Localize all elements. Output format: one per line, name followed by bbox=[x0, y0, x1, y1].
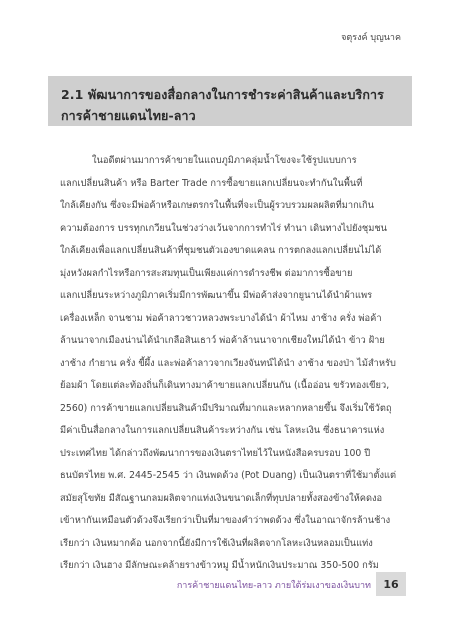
paragraph-line: ย้อมผ้า โดยแต่ละท้องถิ่นก็เดินทางมาค้าขายแลกเปลี่ยนกัน (เนื้ออ่อน ขรัวทองเขียว, bbox=[60, 380, 390, 391]
page-number: 16 bbox=[376, 572, 406, 596]
paragraph-line: ใกล้เคียงเพื่อแลกเปลี่ยนสินค้าที่ชุมชนตัวเองขาดแคลน การตกลงแลกเปลี่ยนไม่ได้ bbox=[60, 245, 382, 256]
paragraph-line: ล้านนาจากเมืองน่านได้นำเกลือสินเธาว์ พ่อค้าล้านนาจากเชียงใหม่ได้นำ ข้าว ฝ้าย bbox=[60, 335, 385, 346]
section-title-line-1: 2.1 พัฒนาการของสื่อกลางในการชำระค่าสินค้าและบริการ bbox=[61, 87, 384, 102]
paragraph-line: ประเทศไทย ได้กล่าวถึงพัฒนาการของเงินตราไทยไว้ในหนังสือครบรอบ 100 ปี bbox=[60, 447, 371, 459]
paragraph-line: ในอดีตผ่านมาการค้าขายในแถบภูมิภาคลุ่มน้ำโขงจะใช้รูปแบบการ bbox=[92, 155, 357, 166]
page-footer bbox=[0, 572, 453, 596]
paragraph-line: งาช้าง กำยาน ครั่ง ขี้ผึ้ง และพ่อค้าลาวจากเวียงจันทน์ได้นำ งาช้าง ของป่า ไม้สำหรับ bbox=[60, 357, 396, 369]
paragraph-line: มุ่งหวังผลกำไรหรือการสะสมทุนเป็นเพียงแค่การดำรงชีพ ต่อมาการซื้อขาย bbox=[60, 267, 353, 279]
paragraph-line: ความต้องการ บรรทุกเกวียนในช่วงว่างเว้นจากการทำไร่ ทำนา เดินทางไปยังชุมชน bbox=[60, 222, 388, 234]
paragraph-line: เข้าหากันเหมือนตัวด้วงจึงเรียกว่าเป็นที่มาของคำว่าพดด้วง ซึ่งในอาณาจักรล้านช้าง bbox=[60, 515, 391, 526]
paragraph-line: แลกเปลี่ยนระหว่างภูมิภาคเริ่มมีการพัฒนาขึ้น มีพ่อค้าส่งจากยูนานได้นำผ้าแพร bbox=[60, 290, 373, 301]
author-name: จตุรงค์ บุญนาค bbox=[341, 33, 401, 43]
running-title: การค้าชายแดนไทย-ลาว ภายใต้ร่มเงาของเงินบาท bbox=[176, 581, 371, 591]
paragraph-line: ใกล้เคียงกัน ซึ่งจะมีพ่อค้าหรือเกษตรกรในพื้นที่จะเป็นผู้รวบรวมผลผลิตที่มากเกิน bbox=[60, 200, 374, 211]
paragraph-line: 2560) การค้าขายแลกเปลี่ยนสินค้ามีปริมาณที่มากและหลากหลายขึ้น จึงเริ่มใช้วัตถุ bbox=[60, 402, 392, 414]
paragraph-line: เครื่องเหล็ก จานชาม พ่อค้าลาวชาวหลวงพระบางได้นำ ผ้าไหม งาช้าง ครั่ง พ่อค้า bbox=[60, 312, 382, 324]
body-text bbox=[60, 150, 410, 578]
section-title bbox=[61, 84, 400, 126]
paragraph-line: ธนบัตรไทย พ.ศ. 2445-2545 ว่า เงินพดด้วง (Pot Duang) เป็นเงินตราที่ใช้มาตั้งแต่ bbox=[60, 470, 397, 481]
section-title-line-2: การค้าชายแดนไทย-ลาว bbox=[61, 108, 196, 123]
paragraph-line: มีค่าเป็นสื่อกลางในการแลกเปลี่ยนสินค้าระหว่างกัน เช่น โลหะเงิน ซึ่งธนาคารแห่ง bbox=[60, 425, 385, 436]
paragraph-line: เรียกว่า เงินหมากค้อ นอกจากนี้ยังมีการใช้เงินที่ผลิตจากโลหะเงินหลอมเป็นแท่ง bbox=[60, 537, 373, 549]
paragraph-line: เรียกว่า เงินฮาง มีลักษณะคล้ายรางข้าวหมู มีน้ำหนักเงินประมาณ 350-500 กรัม bbox=[60, 560, 379, 571]
paragraph-line: สมัยสุโขทัย มีสัณฐานกลมผลิตจากแท่งเงินขนาดเล็กที่ทุบปลายทั้งสองข้างให้คดงอ bbox=[60, 492, 383, 504]
section-heading-box bbox=[48, 76, 412, 126]
paragraph-line: แลกเปลี่ยนสินค้า หรือ Barter Trade การซื้อขายแลกเปลี่ยนจะทำกันในพื้นที่ bbox=[60, 177, 363, 189]
